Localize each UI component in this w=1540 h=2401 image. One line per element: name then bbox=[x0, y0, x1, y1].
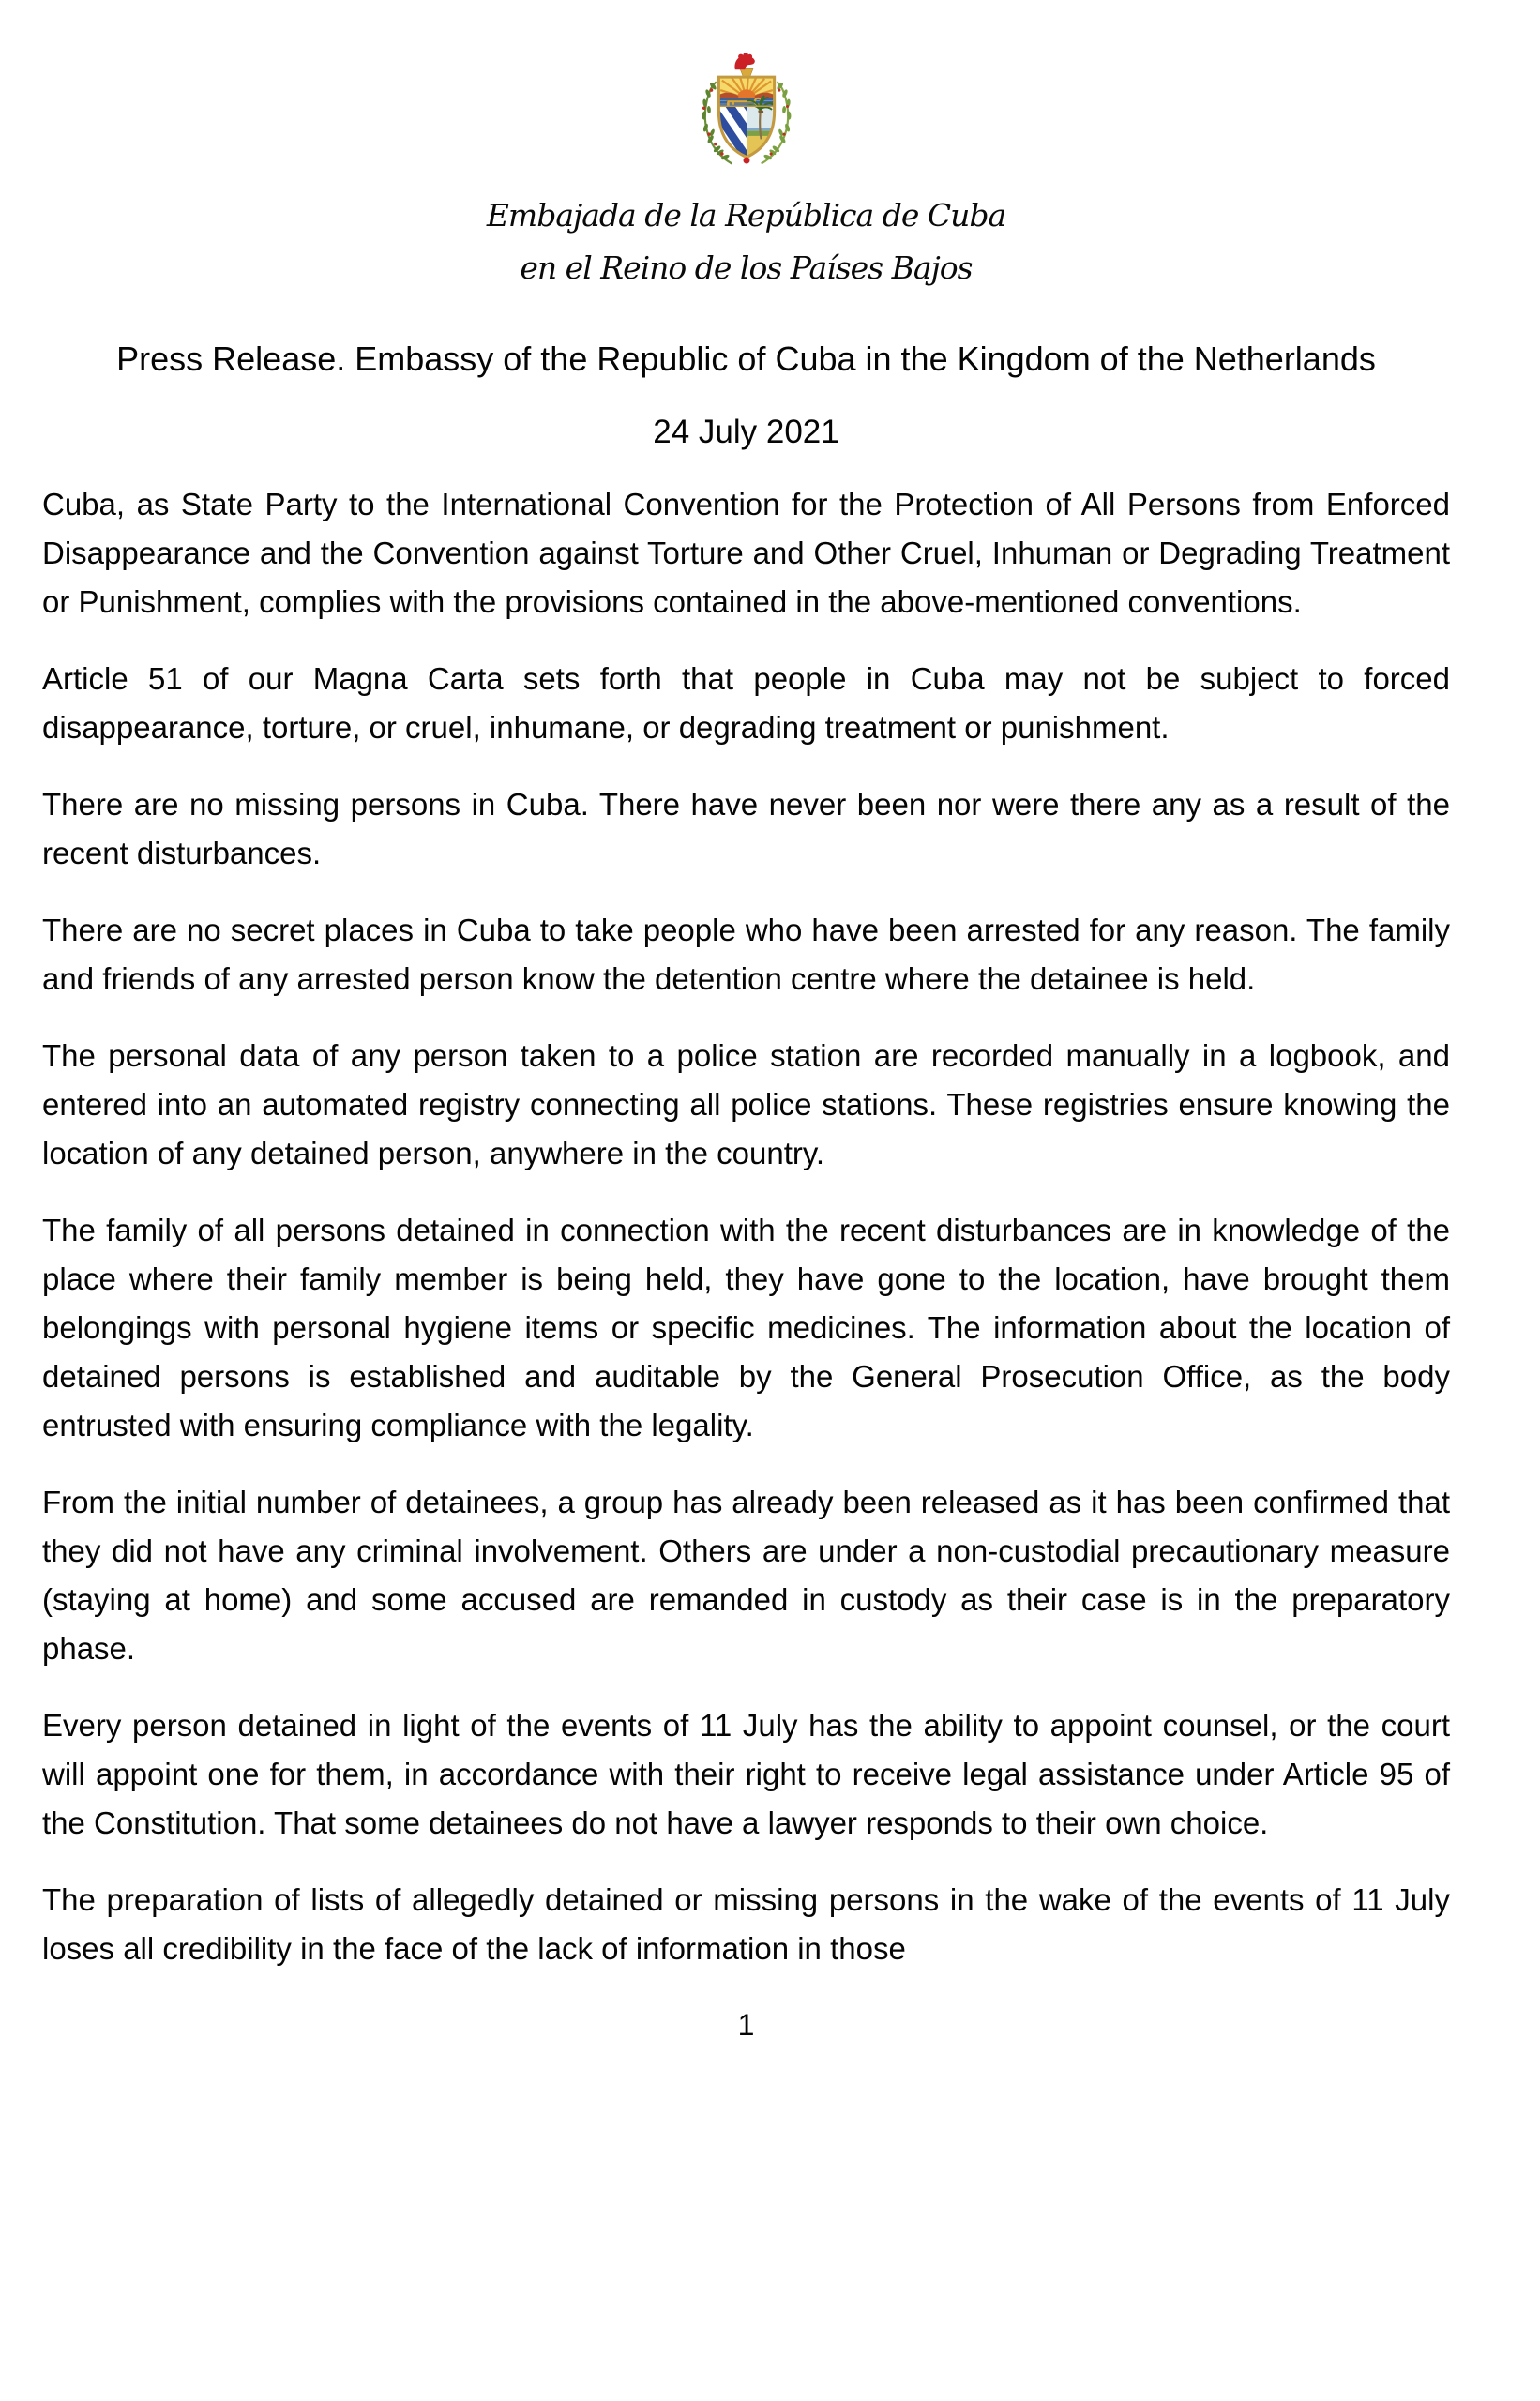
paragraph-2: Article 51 of our Magna Carta sets forth that people in Cuba may not be subject to forced disappearance, torture, or cruel, inhumane, or degrading treatment or punishment. bbox=[42, 660, 1450, 745]
paragraph-5: The personal data of any person taken to a police station are recorded manually in a logbook, and entered into an automated registry connecting all police stations. These registries ensure knowing the location of any detained person, anywhere in the country. bbox=[42, 1037, 1450, 1170]
paragraph-8: Every person detained in light of the events of 11 July has the ability to appoint counsel, or the court will appoint one for them, in accordance with their right to receive legal assistance under Article 95 of the Constitution. That some detainees do not have a lawyer responds to their own choice. bbox=[42, 1707, 1450, 1840]
paragraph-3: There are no missing persons in Cuba. There have never been nor were there any as a result of the recent disturbances. bbox=[42, 786, 1450, 870]
paragraph-4: There are no secret places in Cuba to take people who have been arrested for any reason. The family and friends of any arrested person know the detention centre where the detainee is held. bbox=[42, 912, 1450, 996]
embassy-name bbox=[42, 189, 1450, 294]
release-date: 24 July 2021 bbox=[653, 413, 839, 450]
coat-of-arms-svg bbox=[689, 53, 804, 169]
paragraph-6: The family of all persons detained in connection with the recent disturbances are in knowledge of the place where their family member is being held, they have gone to the location, have brought them belongings with personal hygiene items or specific medicines. The information about the location of detained persons is established and auditable by the General Prosecution Office, as the body entrusted with ensuring compliance with the legality. bbox=[42, 1212, 1450, 1442]
press-release-title: Press Release. Embassy of the Republic of Cuba in the Kingdom of the Netherlands bbox=[116, 339, 1376, 378]
embassy-name-line2: en el Reino de los Países Bajos bbox=[520, 249, 973, 286]
paragraph-9: The preparation of lists of allegedly detained or missing persons in the wake of the events of 11 July loses all credibility in the face of the lack of information in those bbox=[42, 1881, 1450, 1966]
page-number: 1 bbox=[737, 2007, 755, 2042]
cuban-coat-of-arms-icon bbox=[689, 53, 804, 169]
press-release-body bbox=[42, 480, 1450, 1973]
document-content bbox=[42, 53, 1450, 2048]
embassy-name-line1: Embajada de la República de Cuba bbox=[486, 196, 1006, 234]
paragraph-7: From the initial number of detainees, a group has already been released as it has been confirmed that they did not have any criminal involvement. Others are under a non-custodial precautionary measure (staying at home) and some accused are remanded in custody as their case is in the preparatory phase. bbox=[42, 1484, 1450, 1666]
paragraph-1: Cuba, as State Party to the International Convention for the Protection of All Persons from Enforced Disappearance and the Convention against Torture and Other Cruel, Inhuman or Degrading Treatment or Punishment, complies with the provisions contained in the above-mentioned conventions. bbox=[42, 486, 1450, 619]
